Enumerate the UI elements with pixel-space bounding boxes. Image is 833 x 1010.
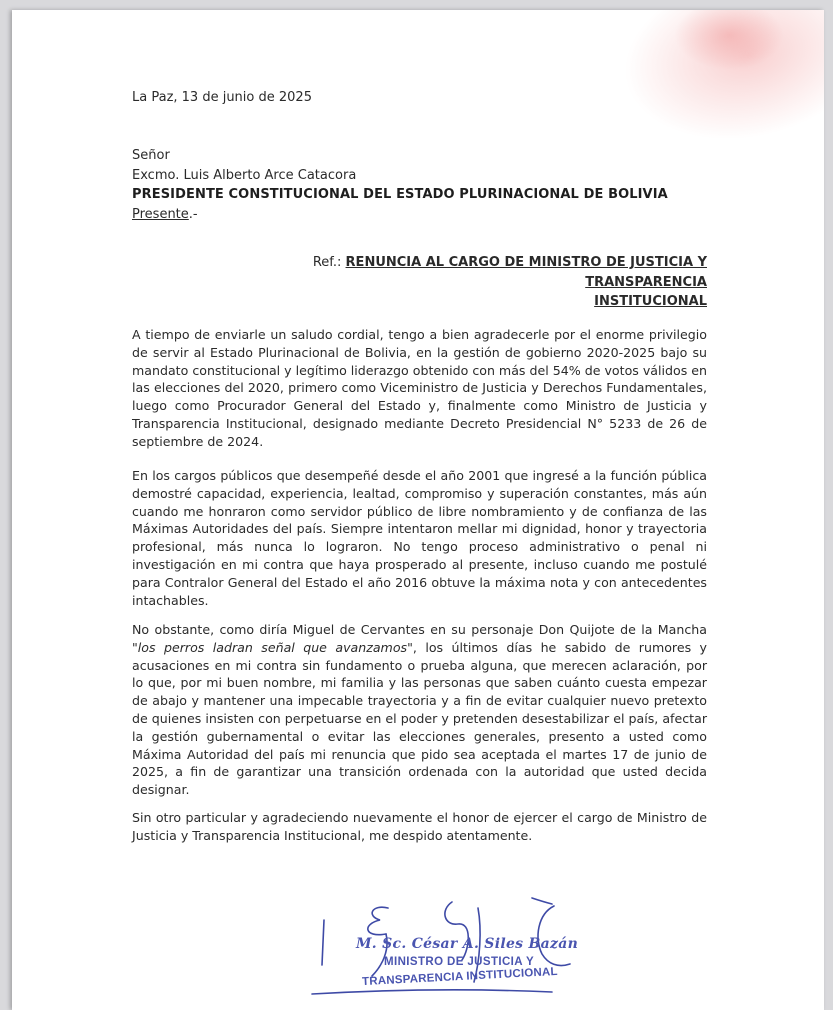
letter-date: La Paz, 13 de junio de 2025	[132, 90, 312, 105]
addressee-title: PRESIDENTE CONSTITUCIONAL DEL ESTADO PLURINACIONAL DE BOLIVIA	[132, 187, 668, 202]
p3-intro: No obstante, como diría Miguel de Cervantes en su personaje Don Quijote de la Mancha	[132, 622, 707, 637]
addressee-block	[132, 146, 668, 224]
letter-page	[12, 10, 824, 1010]
reference-subject: RENUNCIA AL CARGO DE MINISTRO DE JUSTICIA Y TRANSPARENCIA	[345, 255, 707, 290]
addressee-salutation: Señor	[132, 148, 170, 163]
p3-rest: , los últimos días he sabido de rumores y acusaciones en mi contra sin fundamento o prueba alguna, que merecen aclaración, por lo que, por mi buen nombre, mi familia y las personas que saben cuánto cuesta empezar de abajo y mantener una impecable trayectoria y a fin de evitar cualquier nuevo pretexto de quienes insisten con perpetuarse en el poder y pretenden desestabilizar el país, afectar la gestión gubernamental o evitar las elecciones generales, presento a usted como Máxima Autoridad del país mi renuncia que pido sea aceptada el martes 17 de junio de 2025, a fin de garantizar una transición ordenada con la autoridad que usted decida designar.	[132, 639, 708, 798]
signature-name: M. Sc. César A. Siles Bazán	[356, 936, 579, 952]
addressee-name: Excmo. Luis Alberto Arce Catacora	[132, 167, 357, 183]
signature-stroke	[368, 907, 388, 935]
signature-stroke	[532, 898, 552, 904]
body-paragraph-3	[132, 621, 707, 799]
body-paragraph-closing: Sin otro particular y agradeciendo nuevamente el honor de ejercer el cargo de Ministro de Justicia y Transparencia Institucional, me despido atentamente.	[132, 810, 707, 843]
body-paragraph-1: A tiempo de enviarle un saludo cordial, tengo a bien agradecerle por el enorme privilegio de servir al Estado Plurinacional de Bolivia, en la gestión de gobierno 2020-2025 bajo su mandato constitucional y legítimo liderazgo obtenido con más del 54% de votos válidos en las elecciones del 2020, primero como Viceministro de Justicia y Derechos Fundamentales, luego como Procurador General del Estado y, finalmente como Ministro de Justicia y Transparencia Institucional, designado mediante Decreto Presidencial N° 5233 de 26 de septiembre de 2024.	[132, 327, 707, 449]
reference-line-2	[237, 292, 707, 312]
reference-label: Ref.:	[312, 255, 342, 270]
signature-stroke	[312, 990, 552, 994]
addressee-presente-suffix: .-	[188, 206, 198, 222]
signature-block	[302, 890, 602, 1000]
addressee-presente-line	[132, 205, 668, 225]
p3-quote: "los perros ladran señal que avanzamos"	[132, 639, 413, 655]
red-stain-mark-secondary	[674, 10, 784, 70]
signature-stroke	[322, 920, 324, 965]
signature-role-line-2: TRANSPARENCIA INSTITUCIONAL	[361, 965, 558, 989]
addressee-presente: Presente	[132, 206, 189, 222]
reference-block	[237, 253, 707, 312]
signature-role-line-1: MINISTRO DE JUSTICIA Y	[384, 956, 535, 968]
reference-subject-cont: INSTITUCIONAL	[594, 294, 707, 309]
reference-line-1	[237, 253, 707, 292]
body-paragraph-2: En los cargos públicos que desempeñé desde el año 2001 que ingresé a la función pública demostré capacidad, experiencia, lealtad, compromiso y superación constantes, más aún cuando me honraron como servidor público de libre nombramiento y de confianza de las Máximas Autoridades del país. Siempre intentaron mellar mi dignidad, honor y trayectoria profesional, más nunca lo lograron. No tengo proceso administrativo o penal ni investigación en mi contra que haya prosperado al presente, incluso cuando me postulé para Contralor General del Estado el año 2016 obtuve la máxima nota y con antecedentes intachables.	[132, 468, 707, 608]
